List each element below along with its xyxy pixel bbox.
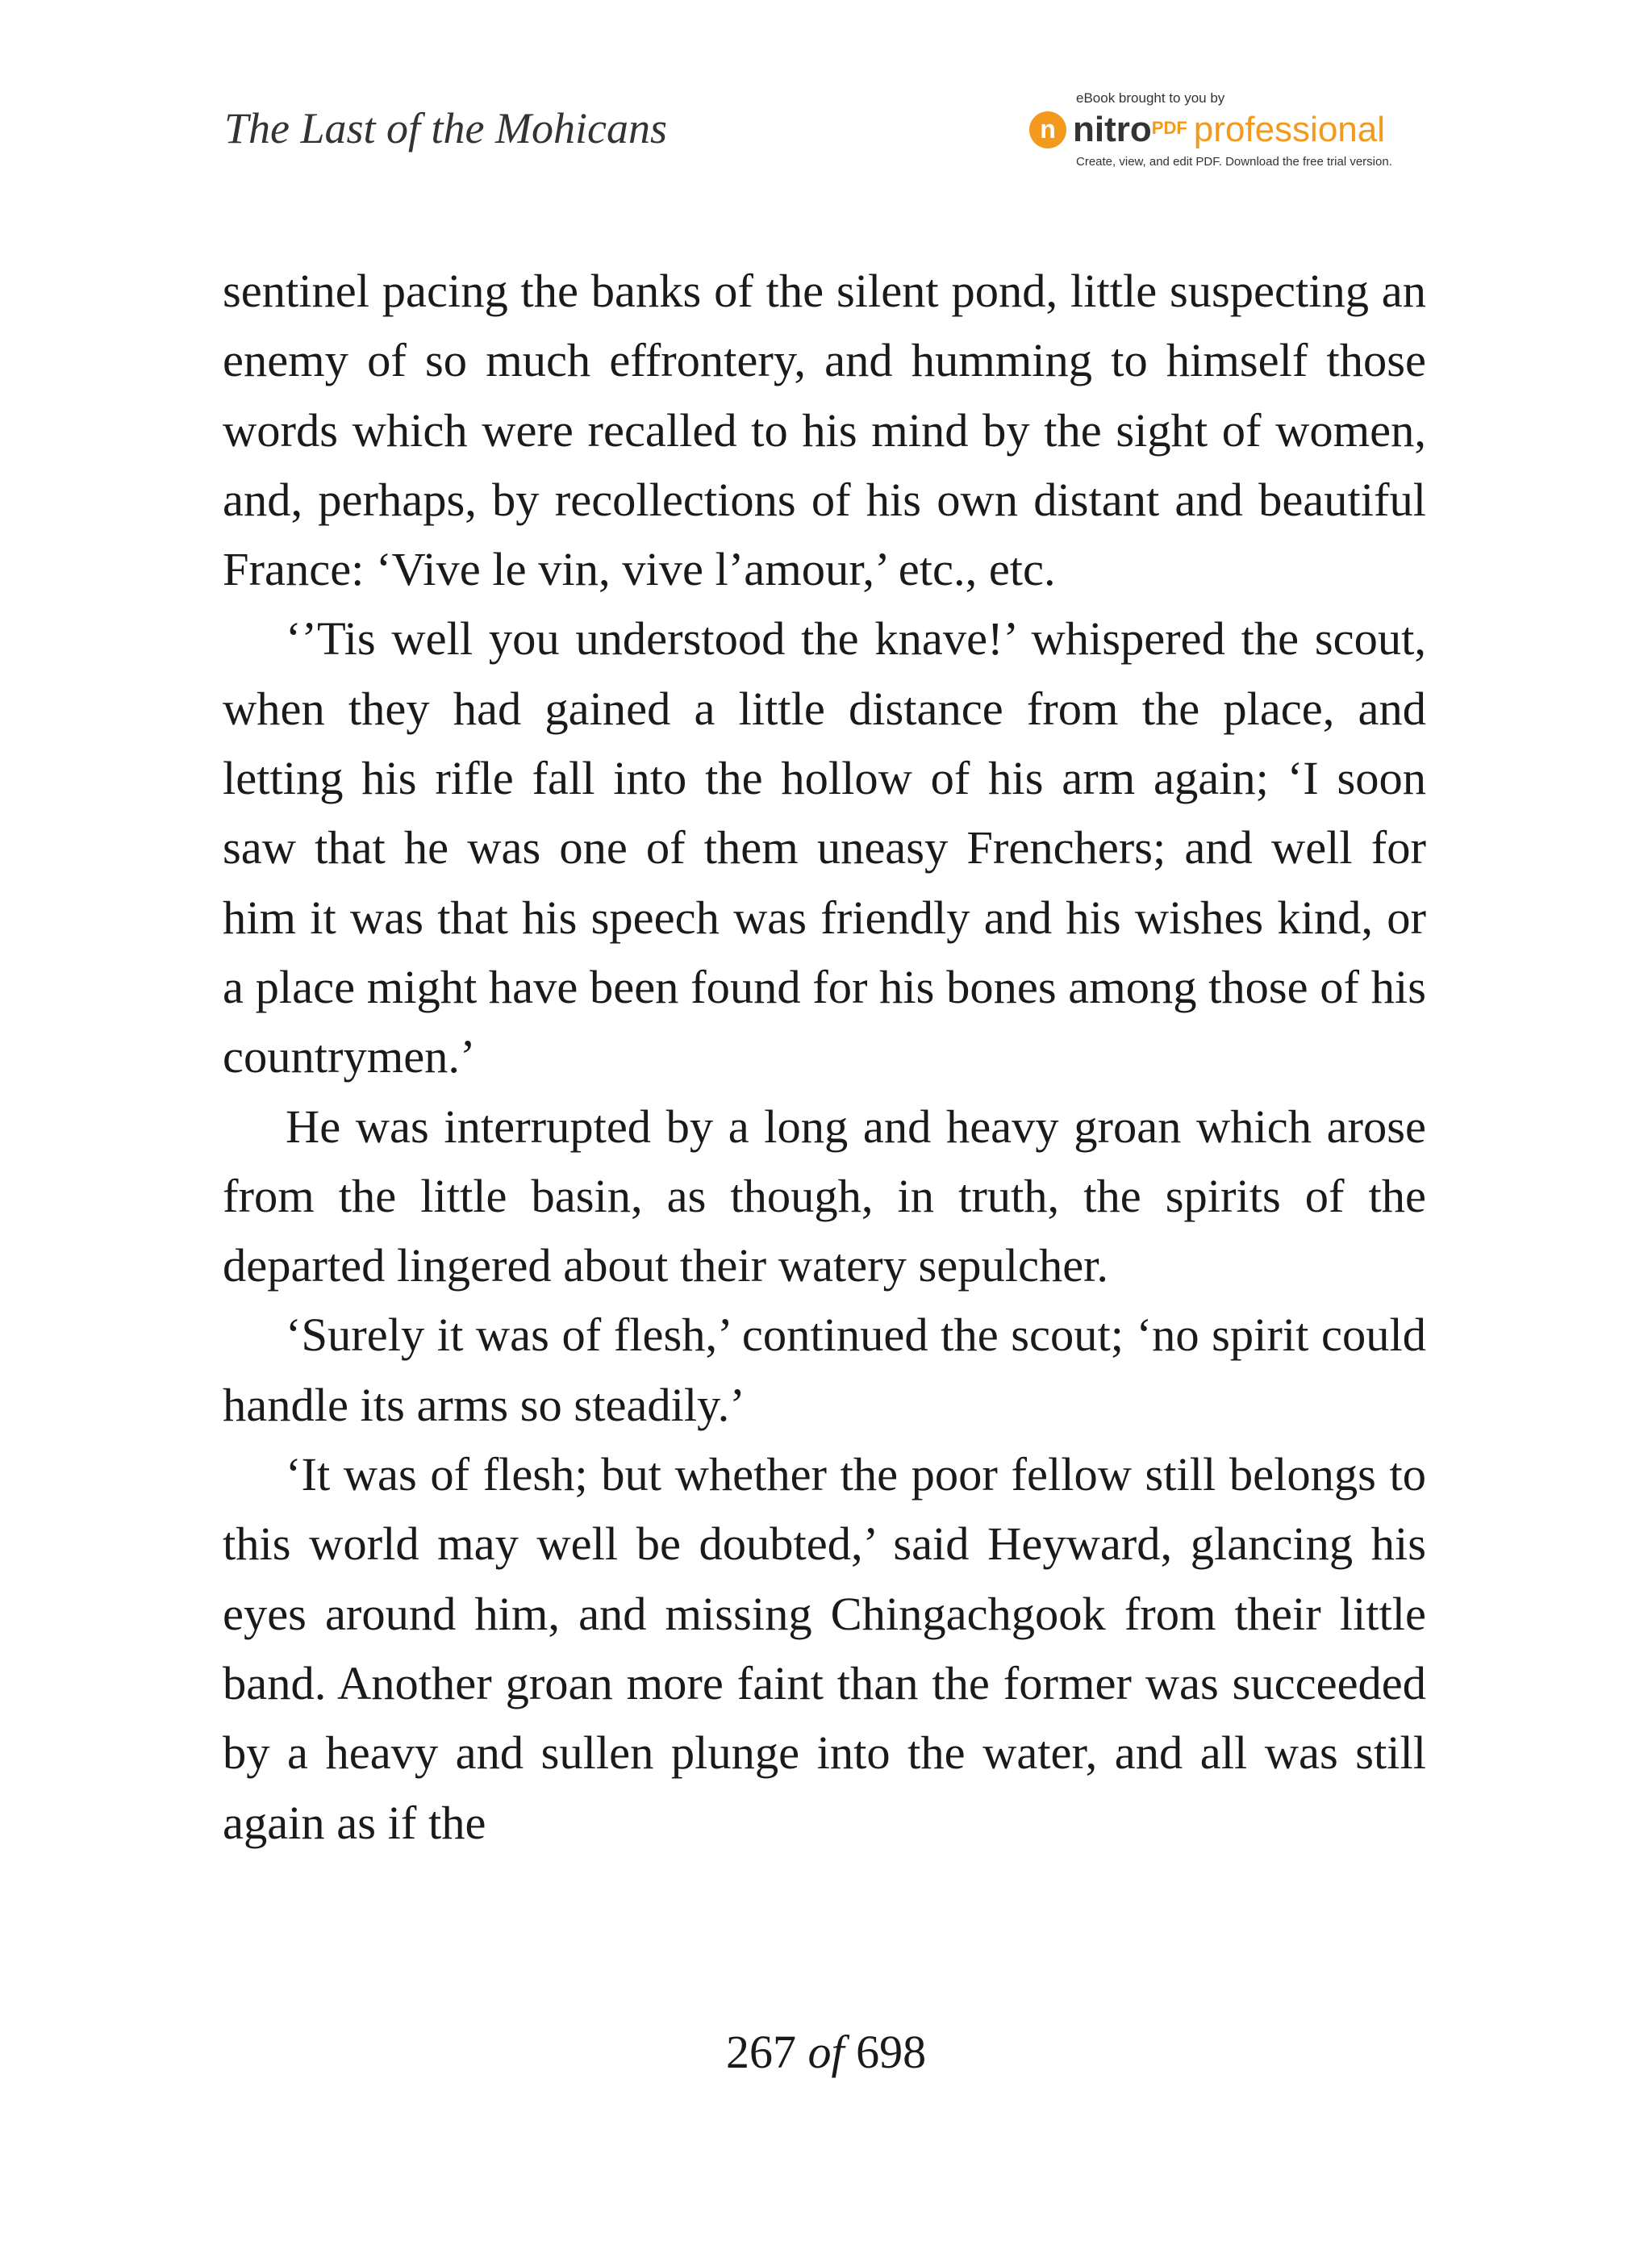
page-body — [223, 257, 1426, 1858]
paragraph: ‘It was of flesh; but whether the poor fellow still belongs to this world may well be doubted,’ said Heyward, glancing his eyes around him, and missing Chingachgook from their little band. Another groan more faint than the former was succeeded by a heavy and sullen plunge into the water, and all was still again as if the — [223, 1448, 1426, 1849]
banner-subline: Create, view, and edit PDF. Download the free trial version. — [1076, 155, 1392, 169]
paragraph-continued: sentinel pacing the banks of the silent pond, little suspecting an enemy of so much effrontery, and humming to himself those words which were recalled to his mind by the sight of women, and, perhaps, by recollections of his own distant and beautiful France: ‘Vive le vin, vive l’amour,’ etc., etc. — [223, 265, 1426, 596]
page-of-word: of — [807, 2026, 845, 2078]
current-page-number: 267 — [725, 2026, 796, 2078]
brand-name: nitro — [1073, 110, 1152, 149]
ebook-ad-banner[interactable] — [1029, 90, 1433, 171]
paragraph: ‘’Tis well you understood the knave!’ whispered the scout, when they had gained a little distance from the place, and letting his rifle fall into the hollow of his arm again; ‘I soon saw that he was one of them uneasy Frenchers; and well for him it was that his speech was friendly and his wishes kind, or a place might have been found for his bones among those of his countrymen.’ — [223, 612, 1426, 1083]
brand-superscript: PDF — [1151, 118, 1187, 138]
page-number-footer — [0, 2025, 1652, 2079]
brand-product: professional — [1193, 110, 1386, 149]
nitro-logo-icon: n — [1029, 111, 1066, 148]
paragraph: He was interrupted by a long and heavy groan which arose from the little basin, as though, in truth, the spirits of the departed lingered about their watery sepulcher. — [223, 1100, 1426, 1292]
paragraph: ‘Surely it was of flesh,’ continued the scout; ‘no spirit could handle its arms so steadily.’ — [223, 1309, 1426, 1431]
banner-brand — [1073, 108, 1385, 152]
total-page-count: 698 — [856, 2026, 927, 2078]
banner-tagline: eBook brought to you by — [1076, 90, 1225, 106]
running-head-title: The Last of the Mohicans — [224, 104, 667, 152]
